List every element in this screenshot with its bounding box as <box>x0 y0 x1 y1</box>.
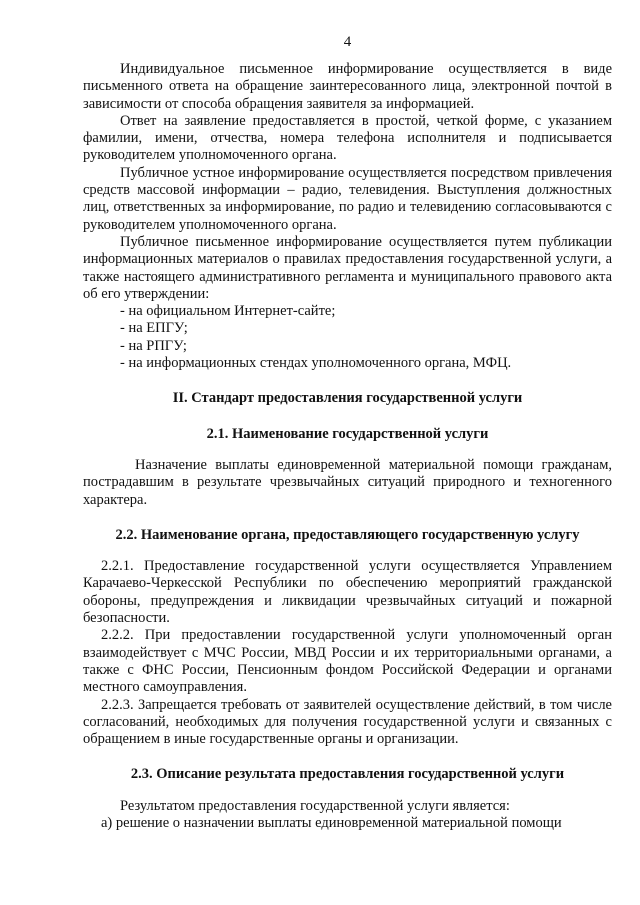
paragraph-2-2-3: 2.2.3. Запрещается требовать от заявителей осуществление действий, в том числе согласований, необходимых для получения государственной услуги и связанных с обращением в иные государственные органы и организации. <box>83 696 612 748</box>
paragraph-individual-informing: Индивидуальное письменное информирование осуществляется в виде письменного ответа на обращение заинтересованного лица, электронной почтой в зависимости от способа обращения заявителя за информацией. <box>83 61 612 112</box>
list-item: - на информационных стендах уполномоченного органа, МФЦ. <box>120 355 512 372</box>
subsection-2-1-text: Назначение выплаты единовременной материальной помощи гражданам, пострадавшим в результате чрезвычайных ситуаций природного и техногенного характера. <box>83 456 612 508</box>
page-number: 4 <box>343 34 352 50</box>
paragraph-2-3-lead: Результатом предоставления государственной услуги является: <box>120 797 510 814</box>
section-title: II. Стандарт предоставления государственной услуги <box>172 390 523 407</box>
paragraph-answer-form: Ответ на заявление предоставляется в простой, четкой форме, с указанием фамилии, имени, отчества, номера телефона исполнителя и подписывается руководителем уполномоченного органа. <box>83 112 612 164</box>
subsection-2-2-title: 2.2. Наименование органа, предоставляющего государственную услугу <box>115 526 580 543</box>
list-item: - на РПГУ; <box>120 337 187 354</box>
subsection-2-3-title: 2.3. Описание результата предоставления государственной услуги <box>130 766 565 783</box>
paragraph-public-written: Публичное письменное информирование осуществляется путем публикации информационных материалов о правилах предоставления государственной услуги, а также настоящего административного регламента и муниципального правового акта об его утверждении: <box>83 233 612 302</box>
list-item-a: а) решение о назначении выплаты единовременной материальной помощи <box>101 814 562 831</box>
list-item: - на ЕПГУ; <box>120 320 188 337</box>
paragraph-2-2-1: 2.2.1. Предоставление государственной услуги осуществляется Управлением Карачаево-Черкесской Республики по обеспечению мероприятий гражданской обороны, предупреждения и ликвидации чрезвычайных ситуаций и пожарной безопасности. <box>83 558 612 627</box>
list-item: - на официальном Интернет-сайте; <box>120 303 336 320</box>
paragraph-public-oral: Публичное устное информирование осуществляется посредством привлечения средств массовой информации – радио, телевидения. Выступления должностных лиц, ответственных за информирование, по радио и телевидению согласовываются с руководителем уполномоченного органа. <box>83 164 612 233</box>
paragraph-2-2-2: 2.2.2. При предоставлении государственной услуги уполномоченный орган взаимодействует с МЧС России, МВД России и их территориальными органами, а также с ФНС России, Пенсионным фондом Российской Федерации и органами местного самоуправления. <box>83 627 612 696</box>
subsection-2-1-title: 2.1. Наименование государственной услуги <box>206 425 489 442</box>
